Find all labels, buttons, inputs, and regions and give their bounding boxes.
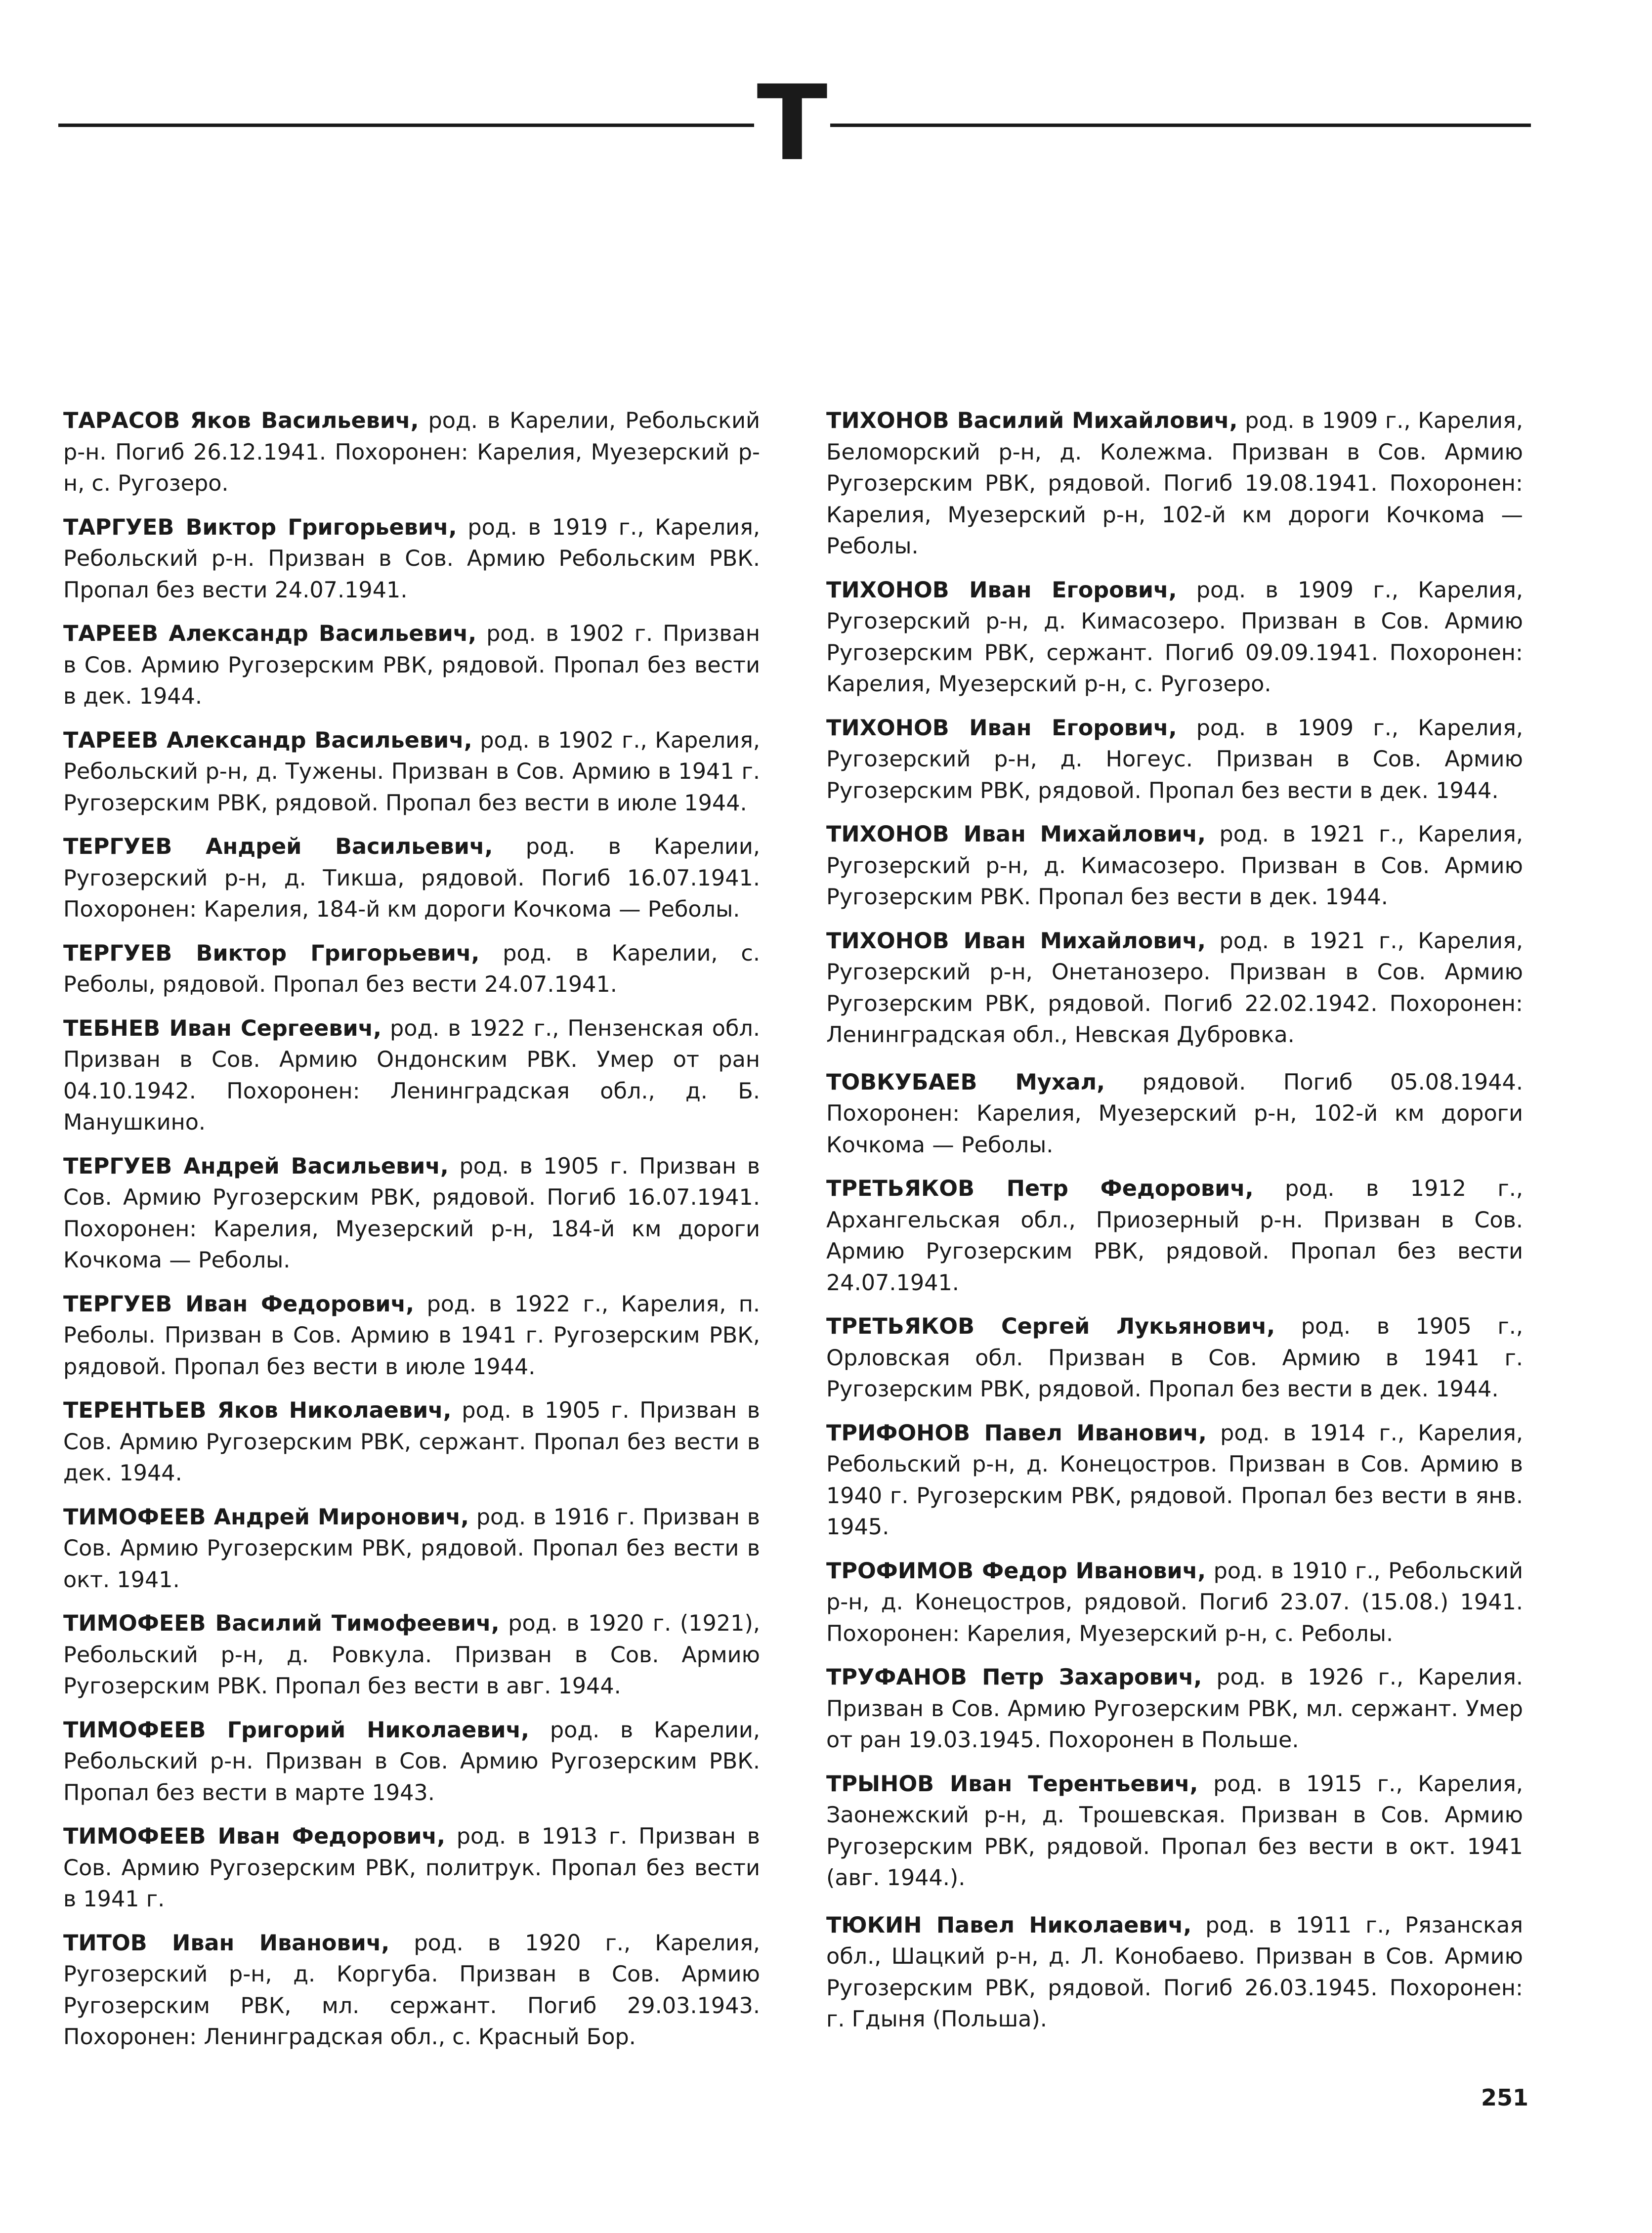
entry <box>63 725 760 819</box>
entry <box>826 1662 1523 1756</box>
entry-text: род. в 1920 г., Карелия, Ругозерский р-н, д. Коргуба. Призван в Сов. Армию Ругозерским РВК, мл. сержант. Погиб 29.03.1943. Похоронен: Ленинградская обл., с. Красный Бор. <box>63 1930 760 2050</box>
entry-text: род. в Карелии, с. Реболы, рядовой. Пропал без вести 24.07.1941. <box>63 940 760 997</box>
entry-name: ТИХОНОВ Иван Михайлович, <box>826 822 1206 847</box>
entry-text: род. в 1909 г., Карелия, Ругозерский р-н, д. Кимасозеро. Призван в Сов. Армию Ругозерским РВК, сержант. Погиб 09.09.1941. Похоронен: Карелия, Муезерский р-н, с. Ругозеро. <box>826 577 1523 697</box>
entry-text: род. в Карелии, Ребольский р-н. Погиб 26.12.1941. Похоронен: Карелия, Муезерский р-н, с. Ругозеро. <box>63 408 760 496</box>
entry <box>826 926 1523 1051</box>
entry-name: ТАРЕЕВ Александр Васильевич, <box>63 621 477 646</box>
entry-name: ТИХОНОВ Василий Михайлович, <box>826 408 1238 433</box>
entry-name: ТИХОНОВ Иван Егорович, <box>826 715 1177 741</box>
entry <box>63 1013 760 1138</box>
entry <box>63 1289 760 1383</box>
entry-name: ТЮКИН Павел Николаевич, <box>826 1912 1192 1938</box>
entry-text: род. в 1921 г., Карелия, Ругозерский р-н, Онетанозеро. Призван в Сов. Армию Ругозерским РВК, рядовой. Погиб 22.02.1942. Похоронен: Ленинградская обл., Невская Дубровка. <box>826 928 1523 1048</box>
entry <box>63 1608 760 1702</box>
entry <box>63 512 760 606</box>
entry <box>63 831 760 926</box>
entry-name: ТРЕТЬЯКОВ Петр Федорович, <box>826 1176 1254 1201</box>
entry <box>63 1928 760 2053</box>
entry-name: ТИМОФЕЕВ Иван Федорович, <box>63 1824 445 1849</box>
entry-name: ТЕРГУЕВ Андрей Васильевич, <box>63 834 493 859</box>
entry <box>826 1418 1523 1543</box>
entry-name: ТИМОФЕЕВ Григорий Николаевич, <box>63 1717 530 1743</box>
entry-text: род. в 1920 г. (1921), Ребольский р-н, д. Ровкула. Призван в Сов. Армию Ругозерским РВК. Пропал без вести в авг. 1944. <box>63 1611 760 1699</box>
entry-name: ТРИФОНОВ Павел Иванович, <box>826 1420 1207 1446</box>
entry-text: род. в 1905 г. Призван в Сов. Армию Ругозерским РВК, сержант. Пропал без вести в дек. 1944. <box>63 1398 760 1486</box>
entry <box>63 1821 760 1915</box>
header-rule-right <box>830 124 1531 127</box>
entry <box>63 1151 760 1276</box>
section-letter: Т <box>757 63 828 184</box>
entry-text: род. в 1905 г., Орловская обл. Призван в Сов. Армию в 1941 г. Ругозерским РВК, рядовой. Пропал без вести в дек. 1944. <box>826 1314 1523 1402</box>
entry-text: род. в 1909 г., Карелия, Беломорский р-н, д. Колежма. Призван в Сов. Армию Ругозерским РВК, рядовой. Погиб 19.08.1941. Похоронен: Карелия, Муезерский р-н, 102-й км дороги Кочкома — Реболы. <box>826 408 1523 559</box>
entry-text: род. в 1902 г. Призван в Сов. Армию Ругозерским РВК, рядовой. Пропал без вести в дек. 1944. <box>63 621 760 709</box>
entry-name: ТЕРГУЕВ Андрей Васильевич, <box>63 1153 449 1179</box>
entry-name: ТРЫНОВ Иван Терентьевич, <box>826 1771 1198 1797</box>
entry-name: ТИТОВ Иван Иванович, <box>63 1930 390 1956</box>
entry <box>63 405 760 500</box>
entry <box>826 1556 1523 1650</box>
entry-name: ТАРАСОВ Яков Васильевич, <box>63 408 419 433</box>
entry-name: ТЕРЕНТЬЕВ Яков Николаевич, <box>63 1398 452 1423</box>
entry <box>826 1173 1523 1299</box>
entry-text: рядовой. Погиб 05.08.1944. Похоронен: Карелия, Муезерский р-н, 102-й км дороги Кочкома — Реболы. <box>826 1069 1523 1158</box>
entry <box>63 1715 760 1809</box>
entry-text: род. в 1926 г., Карелия. Призван в Сов. Армию Ругозерским РВК, мл. сержант. Умер от ран 19.03.1945. Похоронен в Польше. <box>826 1665 1523 1753</box>
entry-name: ТИХОНОВ Иван Егорович, <box>826 577 1177 603</box>
entry-text: род. в Карелии, Ребольский р-н. Призван в Сов. Армию Ругозерским РВК. Пропал без вести в марте 1943. <box>63 1717 761 1806</box>
entry <box>826 405 1523 562</box>
entry-name: ТИМОФЕЕВ Андрей Миронович, <box>63 1504 469 1530</box>
entry <box>63 938 760 1001</box>
entry-name: ТРЕТЬЯКОВ Сергей Лукьянович, <box>826 1314 1275 1339</box>
entry <box>826 1067 1523 1161</box>
left-column <box>63 405 760 2065</box>
entry-text: род. в 1905 г. Призван в Сов. Армию Ругозерским РВК, рядовой. Погиб 16.07.1941. Похоронен: Карелия, Муезерский р-н, 184-й км дороги Кочкома — Реболы. <box>63 1153 760 1273</box>
entry <box>826 1910 1523 2035</box>
entry <box>826 713 1523 807</box>
entry-text: род. в 1911 г., Рязанская обл., Шацкий р-н, д. Л. Конобаево. Призван в Сов. Армию Ругозерским РВК, рядовой. Погиб 26.03.1945. Похоронен: г. Гдыня (Польша). <box>826 1912 1523 2032</box>
entry <box>826 819 1523 913</box>
entry-text: род. в 1919 г., Карелия, Ребольский р-н. Призван в Сов. Армию Ребольским РВК. Пропал без вести 24.07.1941. <box>63 514 761 603</box>
entry <box>63 618 760 713</box>
entry-name: ТОВКУБАЕВ Мухал, <box>826 1069 1105 1095</box>
entry-name: ТЕБНЕВ Иван Сергеевич, <box>63 1015 382 1041</box>
right-column <box>826 405 1523 2048</box>
entry <box>63 1502 760 1596</box>
entry <box>826 1311 1523 1405</box>
entry-text: род. в 1913 г. Призван в Сов. Армию Ругозерским РВК, политрук. Пропал без вести в 1941 г. <box>63 1824 760 1912</box>
entry-text: род. в 1909 г., Карелия, Ругозерский р-н, д. Ногеус. Призван в Сов. Армию Ругозерским РВК, рядовой. Пропал без вести в дек. 1944. <box>826 715 1523 803</box>
entry-text: род. в 1912 г., Архангельская обл., Приозерный р-н. Призван в Сов. Армию Ругозерским РВК, рядовой. Пропал без вести 24.07.1941. <box>826 1176 1523 1296</box>
entry-text: род. в 1915 г., Карелия, Заонежский р-н, д. Трошевская. Призван в Сов. Армию Ругозерским РВК, рядовой. Пропал без вести в окт. 1941 (авг. 1944.). <box>826 1771 1524 1891</box>
entry-text: род. в 1902 г., Карелия, Ребольский р-н, д. Тужены. Призван в Сов. Армию в 1941 г. Ругозерским РВК, рядовой. Пропал без вести в июле 1944. <box>63 727 760 816</box>
entry <box>63 1395 760 1489</box>
page-number: 251 <box>1481 2084 1528 2111</box>
entry-name: ТИМОФЕЕВ Василий Тимофеевич, <box>63 1611 500 1636</box>
entry-text: род. в 1922 г., Карелия, п. Реболы. Призван в Сов. Армию в 1941 г. Ругозерским РВК, рядовой. Пропал без вести в июле 1944. <box>63 1291 760 1380</box>
entry-text: род. в 1921 г., Карелия, Ругозерский р-н, д. Кимасозеро. Призван в Сов. Армию Ругозерским РВК. Пропал без вести в дек. 1944. <box>826 822 1523 910</box>
entry-name: ТАРГУЕВ Виктор Григорьевич, <box>63 514 457 540</box>
entry <box>826 1769 1523 1894</box>
entry-name: ТЕРГУЕВ Иван Федорович, <box>63 1291 415 1317</box>
entry-name: ТИХОНОВ Иван Михайлович, <box>826 928 1206 954</box>
entry <box>826 575 1523 700</box>
entry-name: ТРУФАНОВ Петр Захарович, <box>826 1665 1202 1690</box>
entry-text: род. в 1916 г. Призван в Сов. Армию Ругозерским РВК, рядовой. Пропал без вести в окт. 1941. <box>63 1504 760 1593</box>
entry-text: род. в 1910 г., Ребольский р-н, д. Конецостров, рядовой. Погиб 23.07. (15.08.) 1941. Похоронен: Карелия, Муезерский р-н, с. Реболы. <box>826 1558 1523 1646</box>
entry-name: ТАРЕЕВ Александр Васильевич, <box>63 727 472 753</box>
entry-text: род. в Карелии, Ругозерский р-н, д. Тикша, рядовой. Погиб 16.07.1941. Похоронен: Карелия, 184-й км дороги Кочкома — Реболы. <box>63 834 760 922</box>
entry-name: ТЕРГУЕВ Виктор Григорьевич, <box>63 940 480 966</box>
entry-text: род. в 1914 г., Карелия, Ребольский р-н, д. Конецостров. Призван в Сов. Армию в 1940 г. Ругозерским РВК, рядовой. Пропал без вести в янв. 1945. <box>826 1420 1523 1540</box>
entry-name: ТРОФИМОВ Федор Иванович, <box>826 1558 1206 1584</box>
header-rule-left <box>58 124 754 127</box>
entry-text: род. в 1922 г., Пензенская обл. Призван в Сов. Армию Ондонским РВК. Умер от ран 04.10.1942. Похоронен: Ленинградская обл., д. Б. Манушкино. <box>63 1015 760 1135</box>
